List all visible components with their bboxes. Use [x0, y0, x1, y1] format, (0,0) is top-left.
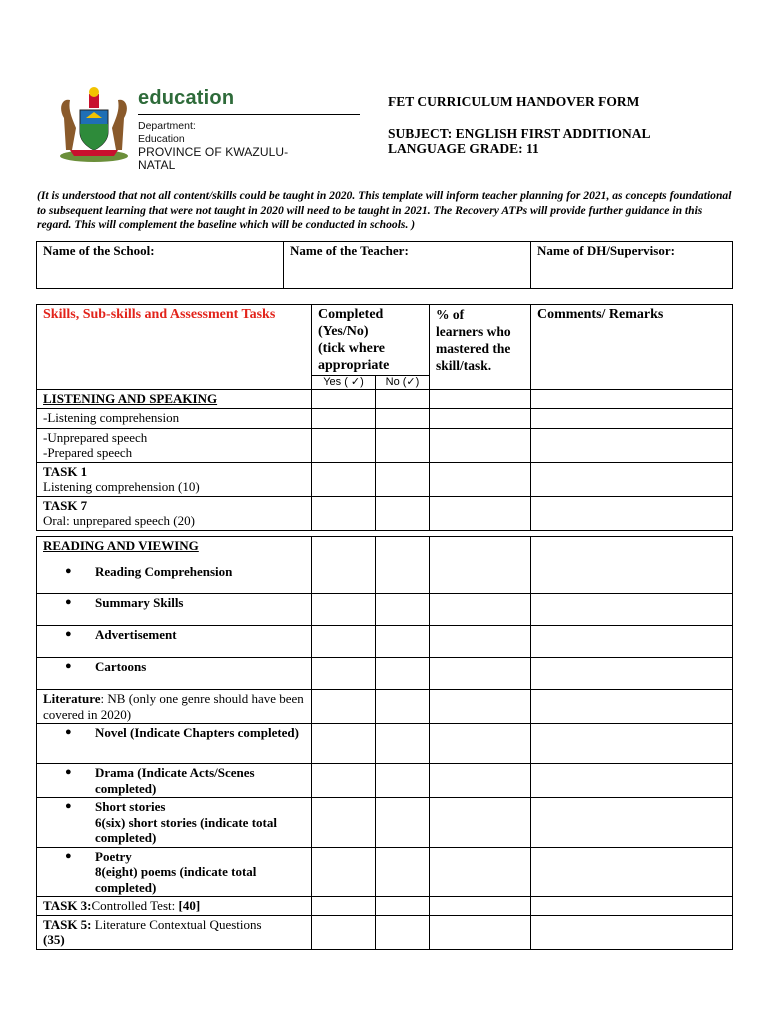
no-cell[interactable] — [376, 408, 430, 428]
teacher-name-cell[interactable]: Name of the Teacher: — [284, 242, 531, 289]
no-cell[interactable] — [376, 847, 430, 897]
bullet-icon: ● — [65, 564, 72, 577]
comments-cell[interactable] — [531, 897, 733, 916]
comments-cell[interactable] — [531, 496, 733, 530]
dept-label: Department: — [138, 120, 196, 132]
completed-header-l1: Completed — [318, 307, 384, 322]
percent-cell[interactable] — [430, 462, 531, 496]
reading-viewing-table — [36, 536, 733, 950]
task3-text: Controlled Test: — [91, 898, 179, 913]
subject-line-1: SUBJECT: ENGLISH FIRST ADDITIONAL — [388, 125, 651, 141]
no-cell[interactable] — [376, 428, 430, 462]
list-item — [43, 725, 305, 741]
yes-cell[interactable] — [312, 724, 376, 764]
table-row — [37, 496, 733, 530]
task5-marks: (35) — [43, 932, 65, 947]
task3-cell — [37, 897, 312, 916]
listening-speaking-table — [36, 304, 733, 531]
comments-header: Comments/ Remarks — [531, 305, 733, 390]
reading-comprehension: Reading Comprehension — [95, 563, 233, 579]
yes-cell[interactable] — [312, 428, 376, 462]
literature-cell — [37, 690, 312, 724]
drama-cell — [37, 764, 312, 798]
form-title: FET CURRICULUM HANDOVER FORM — [388, 94, 640, 109]
yes-cell[interactable] — [312, 658, 376, 690]
bullet-icon: ● — [65, 800, 72, 812]
list-item — [43, 659, 305, 675]
yes-cell[interactable] — [312, 462, 376, 496]
task1-row — [37, 462, 312, 496]
percent-cell[interactable] — [430, 390, 531, 409]
short-stories-note: 6(six) short stories (indicate total completed) — [95, 814, 277, 845]
skills-header — [37, 305, 312, 390]
task7-desc: Oral: unprepared speech (20) — [43, 513, 195, 528]
no-cell[interactable] — [376, 764, 430, 798]
table-row — [37, 915, 733, 949]
drama: Drama (Indicate Acts/Scenes completed) — [95, 765, 255, 796]
listening-heading: LISTENING AND SPEAKING — [37, 390, 312, 409]
percent-header-l4: skill/task. — [436, 358, 492, 373]
summary-skills: Summary Skills — [95, 595, 184, 610]
department-lines — [138, 120, 321, 172]
advertisement: Advertisement — [95, 627, 177, 642]
poetry-title: Poetry — [95, 848, 132, 864]
short-stories — [95, 799, 305, 846]
poetry-note: 8(eight) poems (indicate total completed) — [95, 864, 257, 895]
form-title-block — [388, 94, 650, 157]
percent-cell[interactable] — [430, 496, 531, 530]
comments-cell[interactable] — [531, 764, 733, 798]
list-item — [43, 627, 305, 643]
cartoons-cell — [37, 658, 312, 690]
completed-header-l3: (tick where — [318, 341, 385, 356]
yes-cell[interactable] — [312, 626, 376, 658]
table-row — [37, 390, 733, 409]
no-cell[interactable] — [376, 390, 430, 409]
yes-cell[interactable] — [312, 537, 376, 594]
skills-header-text: Skills, Sub-skills and Assessment Tasks — [43, 307, 276, 322]
no-cell[interactable] — [376, 690, 430, 724]
intro-paragraph: (It is understood that not all content/skills could be taught in 2020. This template will inform teacher planning for 2021, as concepts foundational to subsequent learning that were not taught in 2020 will need to be taught in 2021. The Recovery ATPs will provide further guidance in this regard. This will complement the baseline which will be conducted in schools. ) — [37, 189, 732, 231]
comments-cell[interactable] — [531, 537, 733, 594]
no-cell[interactable] — [376, 658, 430, 690]
comments-cell[interactable] — [531, 390, 733, 409]
poetry-cell — [37, 847, 312, 897]
no-cell[interactable] — [376, 915, 430, 949]
completed-header — [312, 305, 430, 376]
summary-cell — [37, 594, 312, 626]
cartoons: Cartoons — [95, 659, 147, 674]
yes-cell[interactable] — [312, 764, 376, 798]
yes-subheader: Yes ( ✓) — [312, 376, 376, 390]
yes-cell[interactable] — [312, 690, 376, 724]
task5-label: TASK 5: — [43, 916, 92, 932]
task5-cell — [37, 915, 312, 949]
no-subheader: No (✓) — [376, 376, 430, 390]
comments-cell[interactable] — [531, 462, 733, 496]
task1-desc: Listening comprehension (10) — [43, 479, 200, 494]
percent-header-l1: % of — [436, 307, 465, 322]
percent-cell[interactable] — [430, 724, 531, 764]
table-row — [37, 658, 733, 690]
poetry — [95, 849, 305, 896]
comments-cell[interactable] — [531, 724, 733, 764]
bullet-icon: ● — [65, 766, 72, 778]
list-item — [43, 799, 305, 846]
no-cell[interactable] — [376, 626, 430, 658]
task7-row — [37, 496, 312, 530]
yes-cell[interactable] — [312, 897, 376, 916]
comments-cell[interactable] — [531, 594, 733, 626]
task7-label: TASK 7 — [43, 497, 88, 513]
table-row — [37, 690, 733, 724]
bullet-icon: ● — [65, 628, 72, 640]
kzn-coat-of-arms-icon — [56, 84, 132, 164]
percent-cell[interactable] — [430, 626, 531, 658]
percent-header-l2: learners who — [436, 324, 511, 339]
subject-line-2: LANGUAGE GRADE: 11 — [388, 141, 539, 156]
unprepared-speech: -Unprepared speech — [43, 429, 148, 445]
percent-cell[interactable] — [430, 764, 531, 798]
table-row — [37, 408, 733, 428]
school-name-cell[interactable]: Name of the School: — [37, 242, 284, 289]
list-item — [43, 765, 305, 796]
table-row — [37, 462, 733, 496]
no-cell[interactable] — [376, 798, 430, 848]
comments-cell[interactable] — [531, 690, 733, 724]
percent-cell[interactable] — [430, 428, 531, 462]
table-row — [37, 897, 733, 916]
no-cell[interactable] — [376, 462, 430, 496]
novel-cell — [37, 724, 312, 764]
yes-cell[interactable] — [312, 594, 376, 626]
no-cell[interactable] — [376, 724, 430, 764]
prepared-speech: -Prepared speech — [43, 445, 133, 460]
reading-heading: READING AND VIEWING — [43, 538, 199, 553]
bullet-icon: ● — [65, 726, 72, 738]
table-row — [37, 626, 733, 658]
bullet-icon: ● — [65, 660, 72, 672]
percent-cell[interactable] — [430, 658, 531, 690]
short-stories-cell — [37, 798, 312, 848]
literature-note: : NB (only one genre should have been covered in 2020) — [43, 691, 304, 722]
table-row — [37, 428, 733, 462]
percent-header-l3: mastered the — [436, 341, 511, 356]
percent-cell[interactable] — [430, 915, 531, 949]
task3-label: TASK 3: — [43, 898, 92, 913]
no-cell[interactable] — [376, 537, 430, 594]
dh-name-cell[interactable]: Name of DH/Supervisor: — [531, 242, 733, 289]
comments-cell[interactable] — [531, 658, 733, 690]
yes-cell[interactable] — [312, 847, 376, 897]
dept-name: Education — [138, 133, 185, 145]
short-stories-title: Short stories — [95, 799, 166, 814]
novel: Novel (Indicate Chapters completed) — [95, 725, 299, 740]
province-name: PROVINCE OF KWAZULU-NATAL — [138, 145, 289, 172]
comments-cell[interactable] — [531, 626, 733, 658]
yes-cell[interactable] — [312, 408, 376, 428]
advertisement-cell — [37, 626, 312, 658]
yes-cell[interactable] — [312, 496, 376, 530]
percent-cell[interactable] — [430, 690, 531, 724]
comments-cell[interactable] — [531, 915, 733, 949]
task5-text: Literature Contextual Questions — [91, 916, 262, 932]
percent-header — [430, 305, 531, 390]
completed-header-l4: appropriate — [318, 358, 390, 373]
department-logo — [56, 84, 321, 172]
table-row — [37, 724, 733, 764]
percent-cell[interactable] — [430, 594, 531, 626]
yes-cell[interactable] — [312, 390, 376, 409]
completed-header-l2: (Yes/No) — [318, 324, 369, 339]
no-cell[interactable] — [376, 594, 430, 626]
table-row — [37, 764, 733, 798]
list-item — [43, 595, 305, 611]
reading-heading-cell — [37, 537, 312, 594]
bullet-icon: ● — [65, 849, 72, 862]
yes-cell[interactable] — [312, 915, 376, 949]
speech-row — [37, 428, 312, 462]
percent-cell[interactable] — [430, 408, 531, 428]
comments-cell[interactable] — [531, 428, 733, 462]
list-item — [43, 849, 305, 896]
comments-cell[interactable] — [531, 847, 733, 897]
comments-cell[interactable] — [531, 408, 733, 428]
percent-cell[interactable] — [430, 847, 531, 897]
table-row — [37, 847, 733, 897]
percent-cell[interactable] — [430, 798, 531, 848]
task3-marks: [40] — [178, 898, 201, 913]
percent-cell[interactable] — [430, 537, 531, 594]
bullet-icon: ● — [65, 596, 72, 608]
no-cell[interactable] — [376, 496, 430, 530]
comments-cell[interactable] — [531, 798, 733, 848]
list-item — [43, 564, 305, 580]
table-row — [37, 537, 733, 594]
table-row — [37, 594, 733, 626]
logo-divider — [138, 114, 360, 115]
yes-cell[interactable] — [312, 798, 376, 848]
literature-label: Literature — [43, 691, 101, 706]
names-table — [36, 241, 733, 289]
task1-label: TASK 1 — [43, 463, 88, 479]
education-wordmark: education — [138, 87, 235, 109]
percent-cell[interactable] — [430, 897, 531, 916]
table-row — [37, 798, 733, 848]
no-cell[interactable] — [376, 897, 430, 916]
listening-comprehension-row: -Listening comprehension — [37, 408, 312, 428]
